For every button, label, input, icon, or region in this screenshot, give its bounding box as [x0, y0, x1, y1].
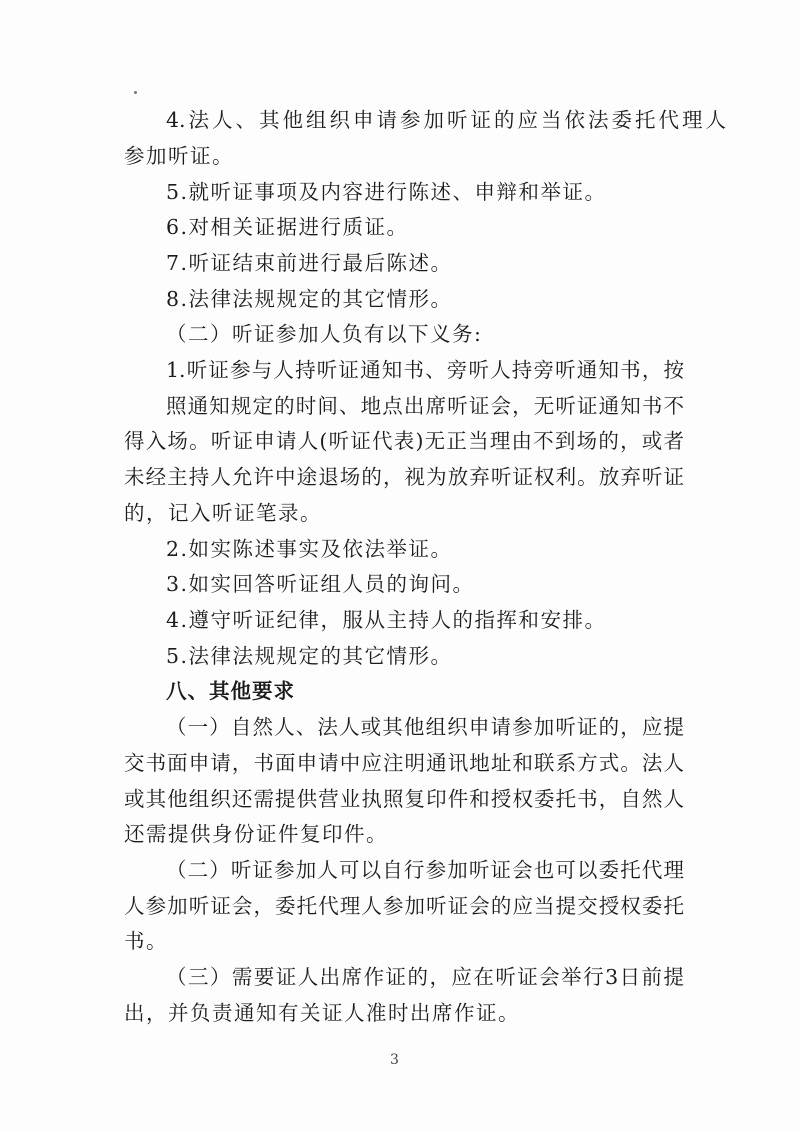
text-line: 还需提供身份证件复印件。	[124, 822, 388, 846]
text-line: 或其他组织还需提供营业执照复印件和授权委托书，自然人	[124, 787, 684, 811]
text-line: 照通知规定的时间、地点出席听证会，无听证通知书不	[166, 394, 684, 418]
text-line: 未经主持人允许中途退场的，视为放弃听证权利。放弃听证	[124, 465, 684, 489]
text-line: 出，并负责通知有关证人准时出席作证。	[124, 1001, 520, 1025]
text-line: 得入场。听证申请人(听证代表)无正当理由不到场的，或者	[124, 429, 684, 453]
text-line: 5.就听证事项及内容进行陈述、申辩和举证。	[166, 180, 607, 204]
text-line: 3.如实回答听证组人员的询问。	[166, 572, 475, 596]
text-line: 7.听证结束前进行最后陈述。	[166, 251, 453, 275]
section-subheading: （二）听证参加人负有以下义务:	[166, 322, 483, 346]
text-line: 人参加听证会，委托代理人参加听证会的应当提交授权委托	[124, 894, 684, 918]
scan-speck	[134, 91, 137, 94]
text-line: 4.遵守听证纪律，服从主持人的指挥和安排。	[166, 608, 607, 632]
text-line: （一）自然人、法人或其他组织申请参加听证的，应提	[166, 715, 684, 739]
text-line: 6.对相关证据进行质证。	[166, 215, 409, 239]
text-line: 2.如实陈述事实及依法举证。	[166, 537, 453, 561]
text-line: 的，记入听证笔录。	[124, 501, 322, 525]
section-heading: 八、其他要求	[166, 679, 295, 703]
text-line: （二）听证参加人可以自行参加听证会也可以委托代理	[166, 858, 684, 882]
page-number: 3	[390, 1052, 399, 1068]
text-line: 4.法人、其他组织申请参加听证的应当依法委托代理人	[166, 108, 726, 132]
text-line: （三）需要证人出席作证的，应在听证会举行3日前提	[166, 965, 684, 989]
text-line: 书。	[124, 929, 168, 953]
text-line: 交书面申请，书面申请中应注明通讯地址和联系方式。法人	[124, 751, 684, 775]
text-line: 5.法律法规规定的其它情形。	[166, 644, 453, 668]
text-line: 8.法律法规规定的其它情形。	[166, 287, 453, 311]
text-line: 参加听证。	[124, 144, 234, 168]
text-line: 1.听证参与人持听证通知书、旁听人持旁听通知书，按	[166, 358, 684, 382]
